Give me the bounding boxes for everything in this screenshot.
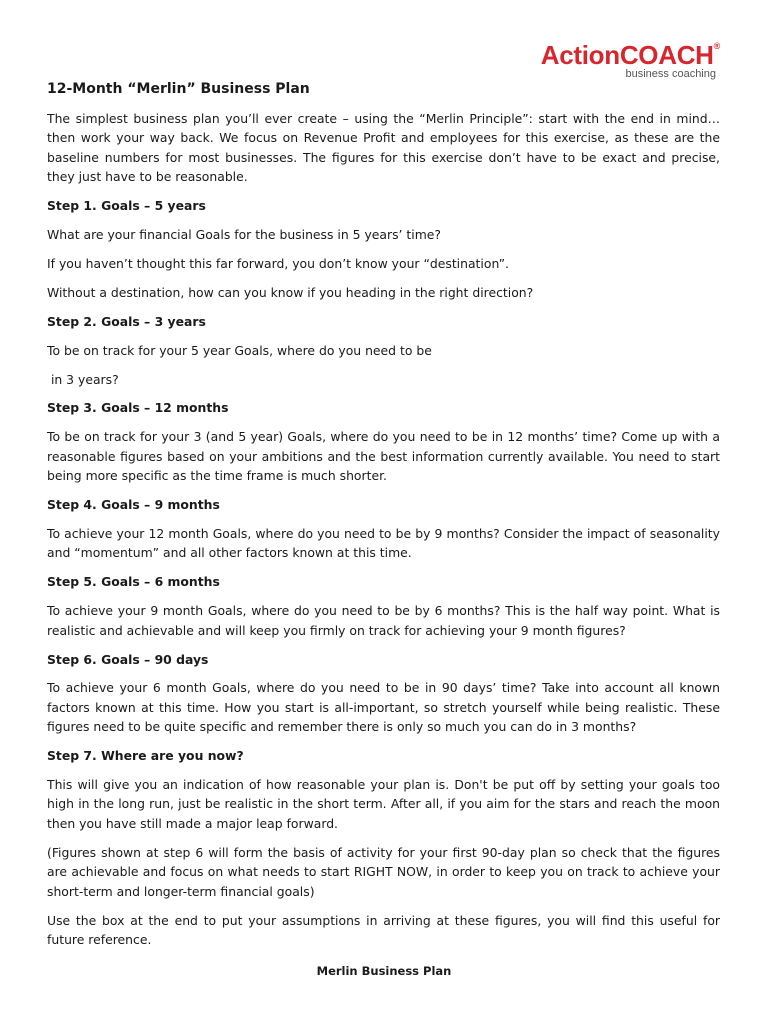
step-3 (47, 398, 720, 485)
step-heading: Step 3. Goals – 12 months (47, 400, 229, 416)
logo-tagline: business coaching (625, 68, 716, 80)
step-heading: Step 7. Where are you now? (47, 748, 244, 764)
actioncoach-logo (541, 42, 720, 80)
intro-paragraph: The simplest business plan you’ll ever create – using the “Merlin Principle”: start with the end in mind… then work your way back. We focus on Revenue Profit and employees for this exercise, as these are the baseline numbers for most businesses. The figures for this exercise don’t have to be exact and precise, they just have to be reasonable. (47, 111, 720, 185)
step-heading: Step 4. Goals – 9 months (47, 497, 220, 513)
logo-coach-text: COACH (619, 40, 714, 70)
step-1 (47, 196, 720, 302)
step-heading: Step 5. Goals – 6 months (47, 574, 220, 590)
step-paragraph: Use the box at the end to put your assumptions in arriving at these figures, you will find this useful for future reference. (47, 912, 720, 947)
step-5 (47, 572, 720, 640)
step-paragraph: To achieve your 9 month Goals, where do you need to be by 6 months? This is the half way point. What is realistic and achievable and will keep you firmly on track for achieving your 9 month figures? (47, 603, 720, 638)
step-paragraph: If you haven’t thought this far forward, you don’t know your “destination”. (47, 255, 509, 271)
step-paragraph: To be on track for your 5 year Goals, where do you need to be (47, 342, 432, 358)
step-heading: Step 1. Goals – 5 years (47, 198, 206, 214)
step-6 (47, 650, 720, 737)
step-4 (47, 495, 720, 563)
step-paragraph: To be on track for your 3 (and 5 year) Goals, where do you need to be in 12 months’ time? Come up with a reasonable figures based on your ambitions and the best information currently available. You need to start being more specific as the time frame is much shorter. (47, 429, 720, 484)
document-title: 12-Month “Merlin” Business Plan (47, 81, 310, 97)
step-paragraph: (Figures shown at step 6 will form the basis of activity for your first 90-day plan so check that the figures are achievable and focus on what needs to start RIGHT NOW, in order to keep you on track to achieve your short-term and longer-term financial goals) (47, 844, 720, 899)
step-paragraph: To achieve your 12 month Goals, where do you need to be by 9 months? Consider the impact of seasonality and “momentum” and all other factors known at this time. (47, 526, 720, 561)
step-paragraph: Without a destination, how can you know if you heading in the right direction? (47, 284, 534, 300)
step-7 (47, 746, 720, 949)
step-paragraph: What are your financial Goals for the business in 5 years’ time? (47, 227, 442, 243)
logo-registered-mark: ® (713, 41, 720, 51)
logo-wordmark (541, 42, 720, 68)
document-body (47, 79, 720, 959)
step-heading: Step 2. Goals – 3 years (47, 313, 206, 329)
step-paragraph: This will give you an indication of how reasonable your plan is. Don't be put off by setting your goals too high in the long run, just be realistic in the short term. After all, if you aim for the stars and reach the moon then you have still made a major leap forward. (47, 777, 720, 831)
step-paragraph: To achieve your 6 month Goals, where do you need to be in 90 days’ time? Take into account all known factors known at this time. How you start is all-important, so stretch yourself while being realistic. These figures need to be quite specific and remember there is only so much you can do in 3 months? (47, 680, 720, 735)
step-heading: Step 6. Goals – 90 days (47, 651, 209, 667)
logo-action-text: Action (540, 40, 620, 70)
page-footer: Merlin Business Plan (316, 964, 452, 978)
step-paragraph: in 3 years? (47, 371, 119, 387)
step-2 (47, 312, 720, 389)
